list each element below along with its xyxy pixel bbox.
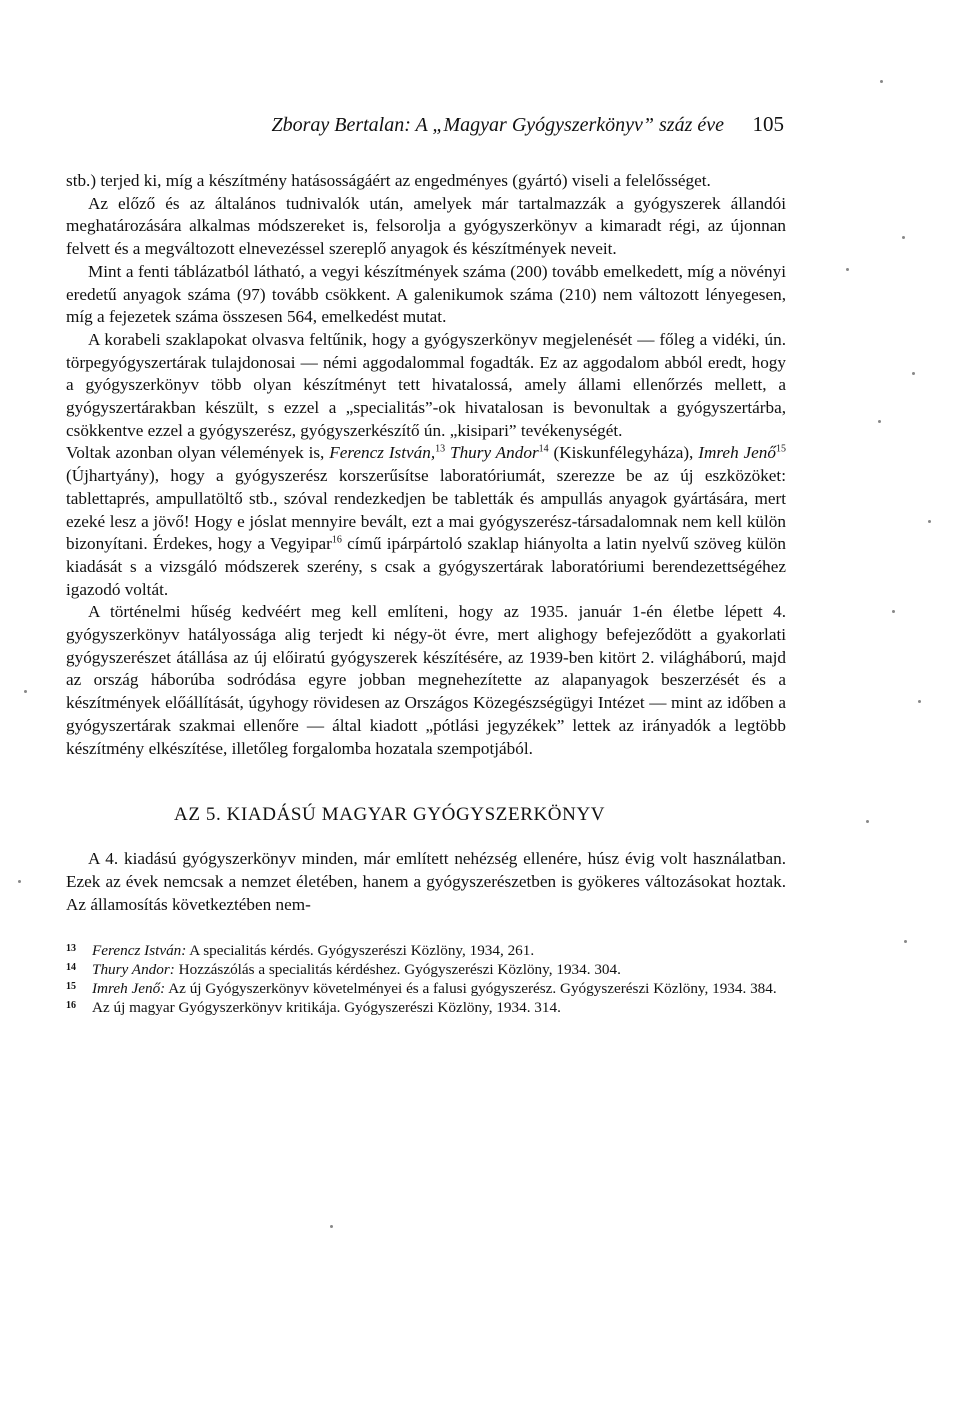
scan-speck [330, 1225, 333, 1228]
scan-speck [902, 236, 905, 239]
footnote-text: A specialitás kérdés. Gyógyszerészi Közlöny, 1934, 261. [186, 942, 535, 960]
footnote-ref-16[interactable]: 16 [331, 534, 342, 546]
paragraph-6: A történelmi hűség kedvéért meg kell említeni, hogy az 1935. január 1-én életbe lépett 4. gyógyszerkönyv hatályossága alig terjedt ki négy-öt évre, mert alighogy befejeződött a gyakorlati gyógyszerészet átállása az új előiratú gyógyszerek készítésére, az 1939-ben kitört 2. világháború, majd az ország háborúba sodródása egyre jobban megnehezítette az alapanyagok beszerzését és a készítmények előállítását, úgyhogy rövidesen az Országos Közegészségügyi Intézet — mint az időben a gyógyszertárak szakmai ellenőre — által kiadott „pótlási jegyzékek” lettek az irányadók a legtöbb készítmény elkészítése, illetőleg forgalomba hozatala szempotjából. [66, 602, 786, 758]
scan-speck [866, 820, 869, 823]
running-title: Zboray Bertalan: A „Magyar Gyógyszerkönyv” száz éve [271, 114, 724, 136]
body-text [66, 170, 786, 760]
scan-speck [878, 420, 881, 423]
paragraph-7: A 4. kiadású gyógyszerkönyv minden, már említett nehézség ellenére, húsz évig volt használatban. Ezek az évek nemcsak a nemzet életében, hanem a gyógyszerészetben is gyökeres változásokat hoztak. Az államosítás következtében nem- [66, 849, 786, 914]
scan-speck [904, 940, 907, 943]
footnote-author: Thury Andor: [92, 961, 175, 979]
scan-speck [912, 372, 915, 375]
running-header [66, 114, 786, 148]
author-imreh: Imreh Jenő [698, 443, 776, 463]
scan-speck [892, 610, 895, 613]
footnote-number: 14 [66, 962, 76, 974]
footnote-author: Ferencz István: [92, 942, 187, 960]
footnote-13 [66, 942, 786, 960]
paragraph-5 [66, 442, 786, 601]
footnote-number: 15 [66, 981, 76, 993]
footnote-ref-13[interactable]: 13 [435, 443, 446, 455]
author-thury: Thury Andor [450, 443, 539, 463]
scan-speck [18, 880, 21, 883]
footnote-ref-14[interactable]: 14 [538, 443, 549, 455]
footnote-text: Az új magyar Gyógyszerkönyv kritikája. Gyógyszerészi Közlöny, 1934. 314. [92, 999, 561, 1017]
scan-speck [24, 690, 27, 693]
paragraph-3: Mint a fenti táblázatból látható, a vegyi készítmények száma (200) tovább emelkedett, míg a növényi eredetű anyagok száma (97) tovább csökkent. A galenikumok száma (210) nem változott lényegesen, míg a fejezetek száma összesen 564, emelkedést mutat. [66, 261, 786, 327]
author-ferencz: Ferencz István, [329, 443, 436, 463]
paragraph-1: stb.) terjed ki, míg a készítmény hatásosságáért az engedményes (gyártó) viseli a felelősséget. [66, 171, 711, 190]
section-body [66, 848, 786, 916]
scan-speck [846, 268, 849, 271]
footnote-ref-15[interactable]: 15 [776, 443, 786, 455]
footnote-number: 13 [66, 943, 76, 955]
scan-speck [928, 520, 931, 523]
p5-text-e: című ipárpártoló szaklap hiányolta a latin nyelvű szöveg külön kiadását s a vizsgáló módszerek szerény, s csak a gyógyszertárak laboratóriumi berendezettségéhez igazodó voltát. [66, 534, 786, 599]
section-title: AZ 5. KIADÁSÚ MAGYAR GYÓGYSZERKÖNYV [174, 804, 606, 826]
paragraph-4: A korabeli szaklapokat olvasva feltűnik, hogy a gyógyszerkönyv megjelenését — főleg a vidéki, ún. törpegyógyszertárak tulajdonosai — némi aggodalommal fogadták. Ez az aggodalom abból eredt, hogy a gyógyszerkönyv több olyan készítményt tett hivatalossá, amely állami ellenőrzés mellett, a gyógyszertárakban készült, s ezzel a „specialitás”-ok hivatalosan is bevonultak a gyógyszertárba, csökkentve ezzel a gyógyszerész, gyógyszerkészítő ún. „kisipari” tevékenységét. [66, 329, 786, 440]
paragraph-2: Az előző és az általános tudnivalók után, amelyek már tartalmazzák a gyógyszerek állandói meghatározására alkalmas módszereket is, felsorolja a gyógyszerkönyv a kimaradt régi, az újonnan felvett és a megváltozott elnevezéssel szereplő anyagok és készítmények neveit. [66, 193, 786, 259]
document-page [66, 114, 786, 1018]
footnote-number: 16 [66, 1000, 76, 1012]
footnote-author: Imreh Jenő: [92, 980, 166, 998]
footnote-14 [66, 961, 786, 979]
scan-speck [880, 80, 883, 83]
footnote-16 [66, 999, 786, 1017]
p5-text-d: (Újhartyány), hogy a gyógyszerész korszerűsítse laboratóriumát, szerezze be az új eszközöket: tablettaprés, ampullatöltő stb., szóval rendezkedjen be tabletták és ampullás anyagok gyártására, mert ezeké lesz a jövő! Hogy e jóslat mennyire bevált, ezt a mai gyógyszerész-társadalomnak nem kell külön bizonyítani. Érdekes, hogy a Vegyipar [66, 466, 786, 554]
p5-text-a: Voltak azonban olyan vélemények is, [66, 443, 330, 463]
scan-speck [918, 700, 921, 703]
page-number: 105 [752, 112, 784, 136]
p5-text-c: (Kiskunfélegyháza), [548, 443, 699, 463]
footnote-text: Hozzászólás a specialitás kérdéshez. Gyógyszerészi Közlöny, 1934. 304. [174, 961, 621, 979]
footnotes [66, 942, 786, 1017]
footnote-text: Az új Gyógyszerkönyv követelményei és a falusi gyógyszerész. Gyógyszerészi Közlöny, 1934. 384. [165, 980, 777, 998]
footnote-15 [66, 980, 786, 998]
